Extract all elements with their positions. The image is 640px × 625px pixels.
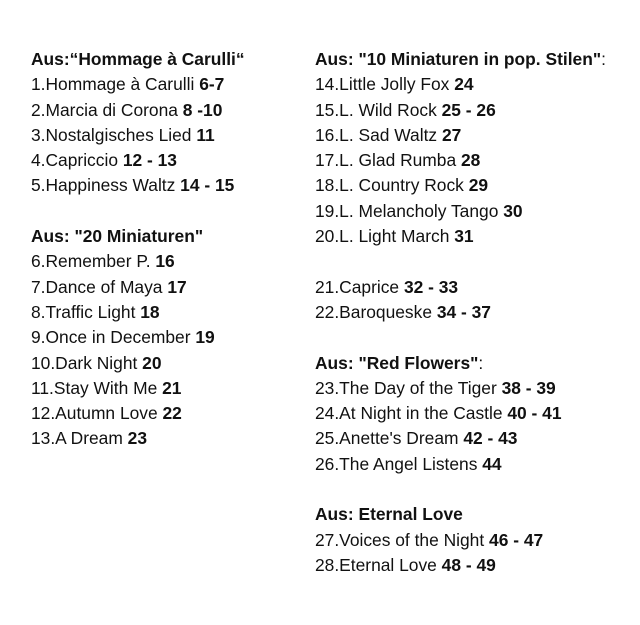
list-item (315, 173, 635, 198)
section-heading-line (315, 351, 635, 376)
piece-title: 15.L. Wild Rock (315, 99, 442, 120)
piece-title: 11.Stay With Me (31, 377, 163, 398)
page-range: 18 (140, 301, 160, 322)
list-item (31, 98, 301, 123)
piece-title: 7.Dance of Maya (31, 276, 168, 297)
page-range: 27 (441, 124, 462, 145)
piece-title: 9.Once in December (31, 327, 196, 348)
right-column (315, 47, 635, 578)
heading-colon: : (601, 49, 606, 69)
list-item (315, 123, 635, 148)
spacer (315, 325, 635, 350)
piece-title: 23.The Day of the Tiger (315, 377, 502, 398)
spacer (315, 477, 635, 502)
page-range: 46 - 47 (489, 529, 544, 550)
piece-title: 26.The Angel Listens (315, 453, 483, 474)
page-range: 42 - 43 (463, 428, 518, 449)
page-range: 20 (142, 352, 162, 373)
piece-title: 18.L. Country Rock (315, 175, 469, 196)
page-range: 17 (167, 276, 187, 297)
list-item (31, 173, 301, 198)
page-range: 38 - 39 (501, 377, 556, 398)
list-item (315, 376, 635, 401)
page-range: 19 (195, 327, 215, 348)
page-range: 11 (196, 124, 215, 145)
piece-title: 10.Dark Night (31, 352, 143, 373)
page-range: 44 (482, 453, 502, 474)
piece-title: 24.At Night in the Castle (315, 403, 508, 424)
piece-title: 22.Baroqueske (315, 301, 437, 322)
page-range: 23 (127, 428, 148, 449)
piece-title: 21.Caprice (315, 276, 404, 297)
list-item (315, 401, 635, 426)
left-column (31, 47, 301, 452)
spacer (31, 199, 301, 224)
section-heading: Aus: Eternal Love (315, 504, 463, 525)
page-range: 21 (162, 377, 182, 398)
list-item (31, 325, 301, 350)
list-item (31, 123, 301, 148)
page-range: 28 (460, 150, 481, 171)
page-range: 14 - 15 (180, 175, 235, 196)
list-item (315, 426, 635, 451)
section-heading: Aus: "20 Miniaturen" (31, 226, 204, 247)
list-item (315, 528, 635, 553)
piece-title: 17.L. Glad Rumba (315, 150, 461, 171)
list-item (31, 300, 301, 325)
list-item (315, 98, 635, 123)
list-item (31, 401, 301, 426)
piece-title: 5.Happiness Waltz (31, 175, 181, 196)
piece-title: 28.Eternal Love (315, 554, 442, 575)
piece-title: 2.Marcia di Corona (31, 99, 183, 120)
piece-title: 19.L. Melancholy Tango (315, 200, 504, 221)
piece-title: 12.Autumn Love (31, 403, 163, 424)
section-heading: Aus: "Red Flowers" (315, 352, 479, 373)
list-item (315, 224, 635, 249)
piece-title: 25.Anette's Dream (315, 428, 464, 449)
page-range: 34 - 37 (436, 301, 491, 322)
page-range: 30 (503, 200, 523, 221)
page-range: 40 - 41 (507, 403, 562, 424)
list-item (315, 148, 635, 173)
page-range: 25 - 26 (441, 99, 496, 120)
page-range: 16 (155, 251, 175, 272)
page-range: 24 (454, 74, 474, 95)
list-item (31, 72, 301, 97)
section-heading-line (315, 47, 635, 72)
page-range: 6-7 (199, 74, 225, 95)
list-item (31, 148, 301, 173)
piece-title: 16.L. Sad Waltz (315, 124, 442, 145)
piece-title: 1.Hommage à Carulli (31, 74, 200, 95)
page-range: 32 - 33 (403, 276, 459, 297)
list-item (315, 275, 635, 300)
page-range: 29 (468, 175, 489, 196)
page-range: 31 (454, 226, 474, 247)
list-item (315, 300, 635, 325)
page-range: 8 -10 (182, 99, 223, 120)
page-range: 48 - 49 (441, 554, 496, 575)
list-item (31, 426, 301, 451)
page-range: 22 (162, 403, 182, 424)
page-range: 12 - 13 (122, 150, 177, 171)
piece-title: 13.A Dream (31, 428, 128, 449)
spacer (315, 249, 635, 274)
list-item (315, 199, 635, 224)
section-heading: Aus: "10 Miniaturen in pop. Stilen" (315, 49, 602, 69)
list-item (315, 553, 635, 578)
list-item (31, 275, 301, 300)
piece-title: 4.Capriccio (31, 150, 123, 171)
piece-title: 14.Little Jolly Fox (315, 74, 455, 95)
heading-colon: : (478, 352, 484, 373)
list-item (315, 72, 635, 97)
piece-title: 6.Remember P. (31, 251, 156, 272)
list-item (315, 452, 635, 477)
piece-title: 20.L. Light March (315, 226, 455, 247)
piece-title: 3.Nostalgisches Lied (31, 124, 197, 145)
piece-title: 8.Traffic Light (31, 301, 141, 322)
list-item (31, 351, 301, 376)
list-item (31, 249, 301, 274)
section-heading: Aus:“Hommage à Carulli“ (31, 49, 245, 69)
piece-title: 27.Voices of the Night (315, 529, 490, 550)
list-item (31, 376, 301, 401)
